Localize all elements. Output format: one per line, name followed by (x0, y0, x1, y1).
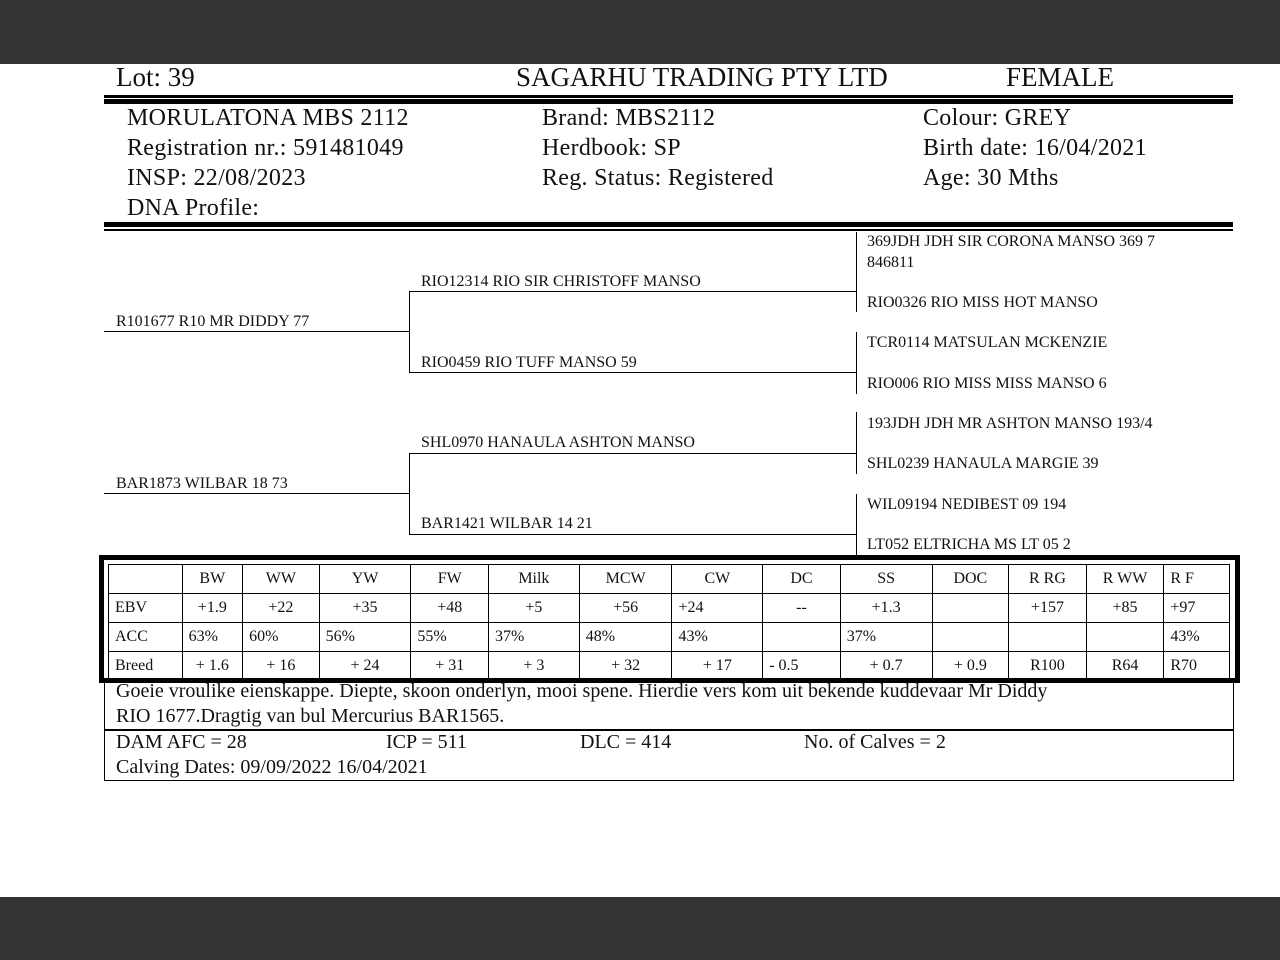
breed-cell: - 0.5 (763, 652, 841, 681)
acc-cell: 37% (489, 623, 580, 652)
ebv-cell: +56 (579, 594, 672, 623)
dam-calves-count: No. of Calves = 2 (804, 731, 946, 753)
ebv-header-cell: FW (411, 565, 489, 594)
breed-cell: + 24 (319, 652, 411, 681)
breed-cell: + 1.6 (182, 652, 242, 681)
seller-name: SAGARHU TRADING PTY LTD (516, 62, 888, 92)
top-dark-band (0, 0, 1280, 64)
breed-row-label: Breed (109, 652, 183, 681)
breed-cell: + 0.7 (840, 652, 932, 681)
calving-dates: Calving Dates: 09/09/2022 16/04/2021 (116, 756, 428, 778)
acc-cell: 60% (243, 623, 320, 652)
pedigree-dds: WIL09194 NEDIBEST 09 194 (867, 496, 1067, 513)
breed-cell: + 31 (411, 652, 489, 681)
ebv-header-cell: R RG (1009, 565, 1087, 594)
dam-afc: DAM AFC = 28 (116, 731, 247, 753)
ebv-row-label: EBV (109, 594, 183, 623)
pedigree-dss: 193JDH JDH MR ASHTON MANSO 193/4 (867, 415, 1153, 432)
pedigree-line (856, 494, 857, 555)
ebv-header-cell: MCW (579, 565, 672, 594)
ebv-cell: -- (763, 594, 841, 623)
pedigree-line (409, 453, 410, 535)
birth-date: Birth date: 16/04/2021 (923, 135, 1147, 161)
details-rule-thick (104, 222, 1233, 227)
breed-cell: R100 (1009, 652, 1087, 681)
pedigree-dam-dam: BAR1421 WILBAR 14 21 (421, 515, 593, 532)
breed-row (109, 652, 1230, 681)
pedigree-ddd: LT052 ELTRICHA MS LT 05 2 (867, 536, 1071, 553)
ebv-row (109, 594, 1230, 623)
pedigree-line (409, 534, 856, 535)
sex-label: FEMALE (1006, 62, 1114, 92)
pedigree-dam-sire: SHL0970 HANAULA ASHTON MANSO (421, 434, 695, 451)
breed-cell: R64 (1086, 652, 1164, 681)
ebv-header-cell: YW (319, 565, 411, 594)
bottom-dark-band (0, 897, 1280, 960)
acc-cell: 43% (1164, 623, 1230, 652)
ebv-cell: +5 (489, 594, 580, 623)
breed-cell: + 0.9 (932, 652, 1009, 681)
ebv-header-cell: Milk (489, 565, 580, 594)
ebv-cell: +97 (1164, 594, 1230, 623)
colour: Colour: GREY (923, 105, 1072, 131)
ebv-cell: +22 (243, 594, 320, 623)
pedigree-line (409, 291, 410, 373)
pedigree-sss-line2: 846811 (867, 254, 915, 271)
pedigree-sire: R101677 R10 MR DIDDY 77 (116, 313, 310, 330)
acc-cell: 55% (411, 623, 489, 652)
ebv-cell: +157 (1009, 594, 1087, 623)
breed-cell: R70 (1164, 652, 1230, 681)
age: Age: 30 Mths (923, 165, 1059, 191)
ebv-cell: +35 (319, 594, 411, 623)
pedigree-line (856, 412, 857, 474)
acc-cell: 43% (672, 623, 763, 652)
registration-status: Reg. Status: Registered (542, 165, 774, 191)
pedigree-line (409, 291, 856, 292)
pedigree-sdd: RIO006 RIO MISS MISS MANSO 6 (867, 375, 1107, 392)
breed-cell: + 16 (243, 652, 320, 681)
pedigree-line (856, 232, 857, 312)
animal-name: MORULATONA MBS 2112 (127, 105, 409, 131)
pedigree-ssd: RIO0326 RIO MISS HOT MANSO (867, 294, 1098, 311)
ebv-cell: +1.9 (182, 594, 242, 623)
header-rule-thick (104, 99, 1233, 104)
pedigree-sss-line1: 369JDH JDH SIR CORONA MANSO 369 7 (867, 233, 1156, 250)
comments-line-2: RIO 1677.Dragtig van bul Mercurius BAR1565. (116, 705, 505, 727)
details-rule-thin (104, 229, 1233, 231)
acc-cell: 56% (319, 623, 411, 652)
pedigree-line (856, 332, 857, 394)
pedigree-dsd: SHL0239 HANAULA MARGIE 39 (867, 455, 1099, 472)
dam-icp: ICP = 511 (386, 731, 467, 753)
ebv-cell: +48 (411, 594, 489, 623)
ebv-cell: +85 (1086, 594, 1164, 623)
acc-cell (763, 623, 841, 652)
acc-cell: 37% (840, 623, 932, 652)
acc-cell (1009, 623, 1087, 652)
ebv-header-cell: CW (672, 565, 763, 594)
acc-cell (1086, 623, 1164, 652)
dna-profile: DNA Profile: (127, 195, 260, 221)
pedigree-sire-dam: RIO0459 RIO TUFF MANSO 59 (421, 354, 637, 371)
pedigree-line (409, 453, 856, 454)
ebv-header-cell: SS (840, 565, 932, 594)
header-rule-thin (104, 95, 1233, 98)
acc-cell: 63% (182, 623, 242, 652)
ebv-header-cell (109, 565, 183, 594)
ebv-header-cell: R WW (1086, 565, 1164, 594)
brand: Brand: MBS2112 (542, 105, 716, 131)
acc-row (109, 623, 1230, 652)
comments-line-1: Goeie vroulike eienskappe. Diepte, skoon onderlyn, mooi spene. Hierdie vers kom uit bekende kuddevaar Mr Diddy (116, 680, 1048, 702)
ebv-header-cell: BW (182, 565, 242, 594)
ebv-header-cell: R F (1164, 565, 1230, 594)
pedigree-line (409, 372, 856, 373)
ebv-header-row (109, 565, 1230, 594)
breed-cell: + 17 (672, 652, 763, 681)
ebv-table (108, 564, 1230, 681)
ebv-cell (932, 594, 1009, 623)
pedigree-line (104, 493, 409, 494)
ebv-cell: +1.3 (840, 594, 932, 623)
ebv-cell: +24 (672, 594, 763, 623)
ebv-header-cell: DC (763, 565, 841, 594)
ebv-header-cell: DOC (932, 565, 1009, 594)
inspection-date: INSP: 22/08/2023 (127, 165, 306, 191)
breed-cell: + 32 (579, 652, 672, 681)
pedigree-line (104, 331, 409, 332)
herdbook: Herdbook: SP (542, 135, 681, 161)
pedigree-dam: BAR1873 WILBAR 18 73 (116, 475, 288, 492)
lot-number: Lot: 39 (116, 62, 195, 92)
pedigree-sire-sire: RIO12314 RIO SIR CHRISTOFF MANSO (421, 273, 701, 290)
registration-number: Registration nr.: 591481049 (127, 135, 404, 161)
acc-cell (932, 623, 1009, 652)
dam-dlc: DLC = 414 (580, 731, 672, 753)
breed-cell: + 3 (489, 652, 580, 681)
ebv-header-cell: WW (243, 565, 320, 594)
ebv-table-frame (99, 555, 1240, 683)
acc-cell: 48% (579, 623, 672, 652)
acc-row-label: ACC (109, 623, 183, 652)
pedigree-sds: TCR0114 MATSULAN MCKENZIE (867, 334, 1108, 351)
